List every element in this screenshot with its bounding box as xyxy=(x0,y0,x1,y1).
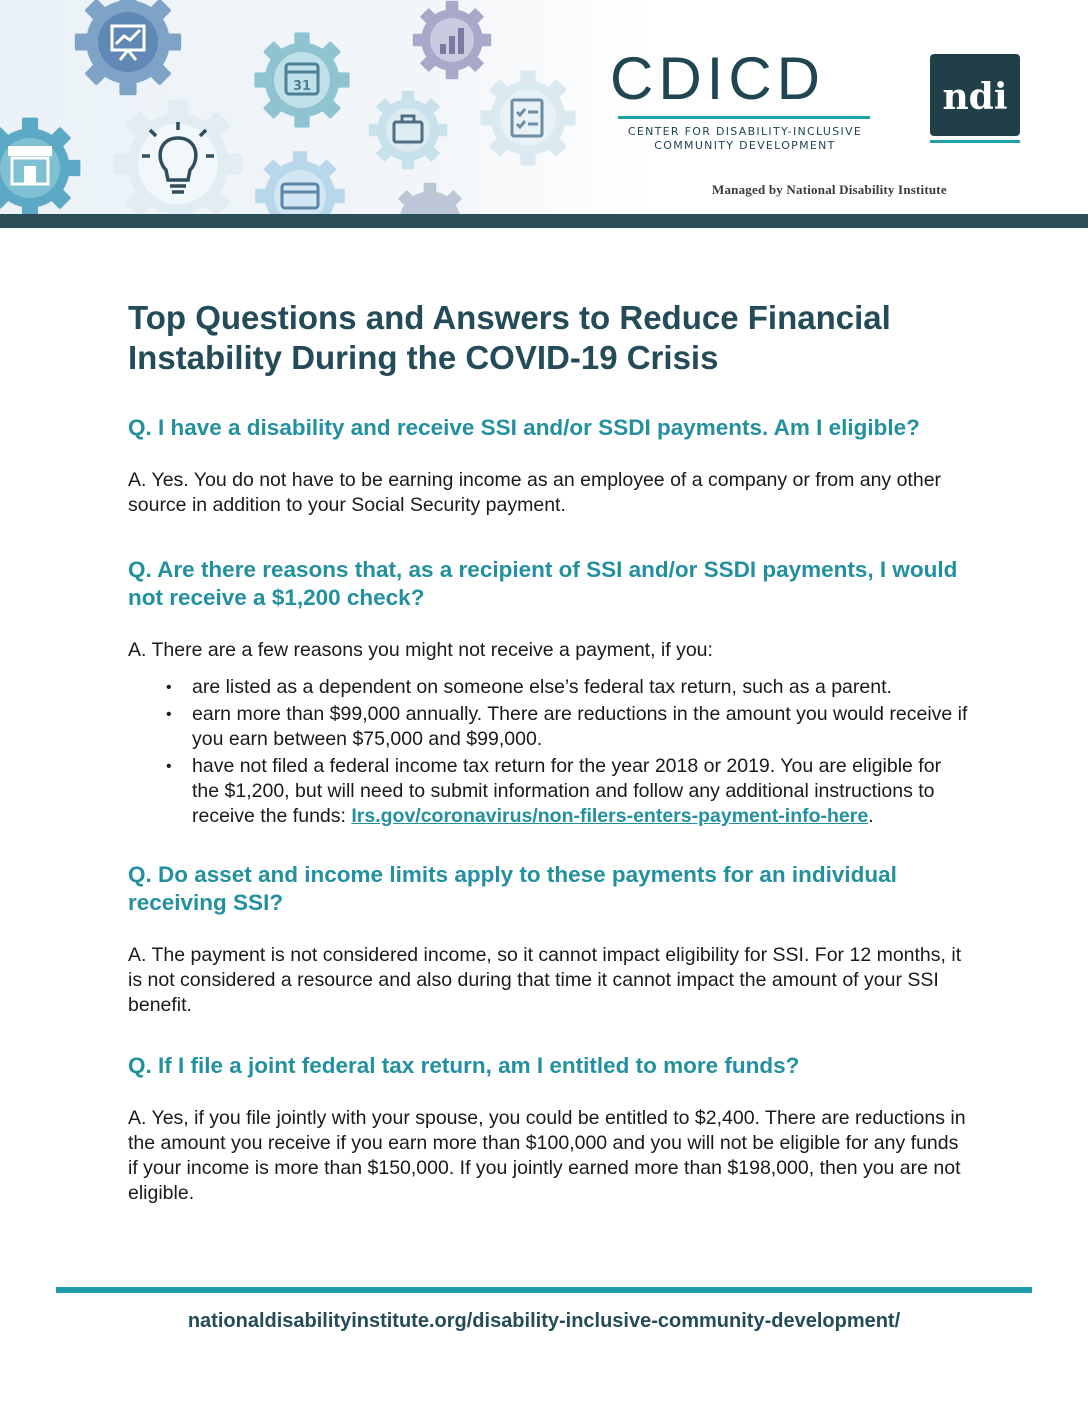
main-content xyxy=(128,298,968,1206)
qa-section-asset-limits xyxy=(128,861,968,1018)
lightbulb-gear xyxy=(114,100,243,214)
cdicd-logo-word: CDICD xyxy=(610,45,825,112)
cdicd-logo-subtitle-2: COMMUNITY DEVELOPMENT xyxy=(654,139,836,152)
list-item xyxy=(128,675,968,700)
presentation-gear xyxy=(75,0,181,95)
reasons-list xyxy=(128,675,968,829)
qa-section-reasons xyxy=(128,556,968,829)
managed-by-text: Managed by National Disability Institute xyxy=(712,182,947,197)
page-title: Top Questions and Answers to Reduce Financial Instability During the COVID-19 Crisis xyxy=(128,299,891,376)
list-item-text: earn more than $99,000 annually. There are reductions in the amount you would receive if you earn between $75,000 and $99,000. xyxy=(192,703,968,750)
gear-collage xyxy=(0,0,620,214)
cdicd-logo xyxy=(610,45,880,153)
gear-icon xyxy=(391,183,469,214)
calendar-day: 31 xyxy=(292,79,312,94)
storefront-gear xyxy=(0,118,80,214)
question-heading: Q. If I file a joint federal tax return, am I entitled to more funds? xyxy=(128,1053,800,1078)
answer-text: A. The payment is not considered income, so it cannot impact eligibility for SSI. For 12 months, it is not considered a resource and also during that time it cannot impact the amount of your SSI benefit. xyxy=(128,944,962,1016)
ndi-logo-text: ndi xyxy=(942,76,1008,118)
link-period: . xyxy=(868,805,874,827)
answer-text: A. Yes, if you file jointly with your spouse, you could be entitled to $2,400. There are reductions in the amount you receive if you earn more than $100,000 and you will not be eligible for any funds if your income is more than $150,000. If you jointly earned more than $198,000, then you are not eligible. xyxy=(128,1107,966,1204)
question-heading: Q. Do asset and income limits apply to these payments for an individual receiving SSI? xyxy=(128,862,897,915)
footer-website-link[interactable]: nationaldisabilityinstitute.org/disability-inclusive-community-development/ xyxy=(187,1310,901,1332)
irs-non-filers-link[interactable]: Irs.gov/coronavirus/non-filers-enters-payment-info-here xyxy=(351,805,869,827)
ndi-logo xyxy=(930,54,1020,136)
credit-card-gear xyxy=(255,151,345,214)
header-banner xyxy=(0,0,1088,228)
ndi-logo-rule xyxy=(930,140,1020,143)
cdicd-logo-rule xyxy=(618,116,870,119)
list-item-text: have not filed a federal income tax return for the year 2018 or 2019. You are eligible for the $1,200, but will need to submit information and follow any additional instructions to receive the funds: xyxy=(192,755,942,827)
list-item xyxy=(128,754,968,829)
header-divider-bar xyxy=(0,214,1088,228)
answer-text: A. Yes. You do not have to be earning income as an employee of a company or from any other source in addition to your Social Security payment. xyxy=(128,469,942,516)
list-item-text: are listed as a dependent on someone else’s federal tax return, such as a parent. xyxy=(192,676,892,698)
briefcase-gear xyxy=(369,91,447,169)
footer-divider xyxy=(56,1287,1032,1293)
checklist-gear xyxy=(480,70,575,165)
question-heading: Q. Are there reasons that, as a recipient of SSI and/or SSDI payments, I would not receive a $1,200 check? xyxy=(128,557,958,610)
list-item xyxy=(128,702,968,752)
calendar-gear xyxy=(254,32,349,127)
qa-section-joint-return xyxy=(128,1052,968,1206)
answer-text: A. There are a few reasons you might not receive a payment, if you: xyxy=(128,639,713,661)
qa-section-eligibility xyxy=(128,414,968,518)
question-heading: Q. I have a disability and receive SSI and/or SSDI payments. Am I eligible? xyxy=(128,415,920,440)
bar-chart-gear xyxy=(413,1,491,79)
cdicd-logo-subtitle-1: CENTER FOR DISABILITY-INCLUSIVE xyxy=(627,125,863,138)
